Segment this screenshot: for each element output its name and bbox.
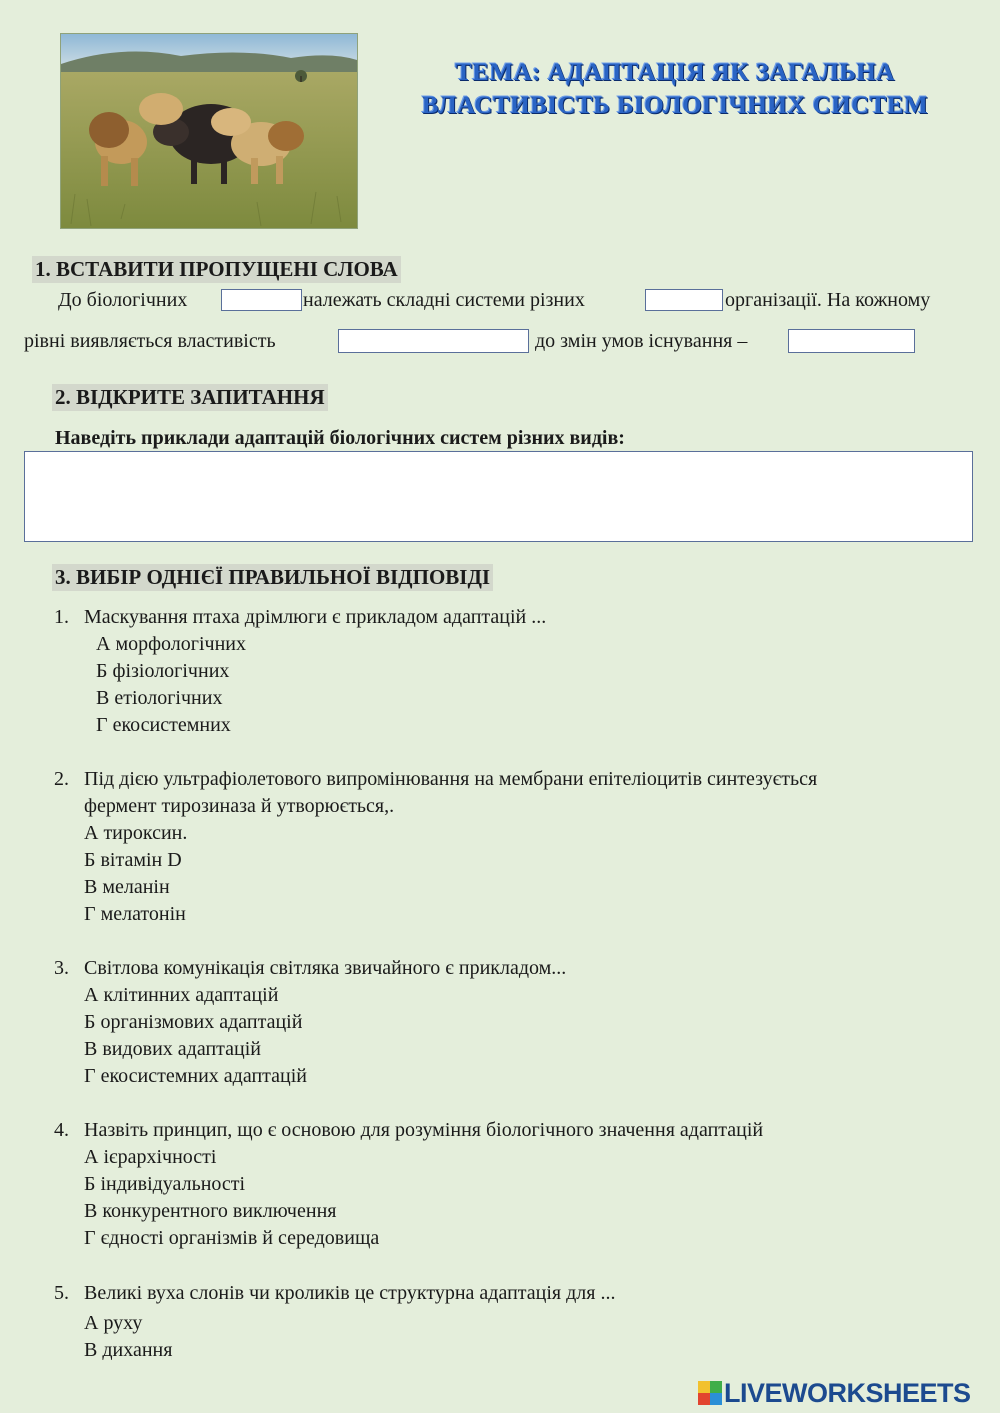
blank-input-4[interactable] [788,329,915,353]
question-2-option-b[interactable]: Б вітамін D [84,849,182,871]
question-2-text-continued: фермент тирозиназа й утворюється,. [84,795,395,817]
section1-text-5: до змін умов існування – [535,330,748,352]
section3-heading: 3. ВИБІР ОДНІЄЇ ПРАВИЛЬНОЇ ВІДПОВІДІ [52,564,493,591]
section1-text-4: рівні виявляється властивість [24,330,276,352]
question-5-text: Великі вуха слонів чи кроликів це структурна адаптація для ... [84,1282,616,1304]
section2-question: Наведіть приклади адаптацій біологічних систем різних видів: [55,427,625,449]
question-1-text: Маскування птаха дрімлюги є прикладом адаптацій ... [84,606,547,628]
section2-heading: 2. ВІДКРИТЕ ЗАПИТАННЯ [52,384,328,411]
question-4-option-b[interactable]: Б індивідуальності [84,1173,246,1195]
question-4-option-a[interactable]: А ієрархічності [84,1146,217,1168]
question-4-number: 4. [54,1119,69,1141]
question-1-option-d[interactable]: Г екосистемних [96,714,231,736]
question-2-option-d[interactable]: Г мелатонін [84,903,186,925]
blank-input-3[interactable] [338,329,529,353]
worksheet-title [395,56,955,122]
question-1-option-b[interactable]: Б фізіологічних [96,660,230,682]
question-4-option-c[interactable]: В конкурентного виключення [84,1200,337,1222]
liveworksheets-logo-icon [698,1381,722,1405]
question-3-option-d[interactable]: Г екосистемних адаптацій [84,1065,307,1087]
question-2-option-c[interactable]: В меланін [84,876,170,898]
question-5-number: 5. [54,1282,69,1304]
question-3-option-a[interactable]: А клітинних адаптацій [84,984,279,1006]
question-3-number: 3. [54,957,69,979]
open-answer-textarea[interactable] [24,451,973,542]
question-5-option-a[interactable]: А руху [84,1312,143,1334]
question-1-option-c[interactable]: В етіологічних [96,687,223,709]
question-3-option-c[interactable]: В видових адаптацій [84,1038,262,1060]
question-1-number: 1. [54,606,69,628]
question-2-number: 2. [54,768,69,790]
section1-text-1: До біологічних [58,289,188,311]
question-5-option-b[interactable]: В дихання [84,1339,173,1361]
liveworksheets-logo[interactable] [698,1378,971,1408]
section1-text-2: належать складні системи різних [303,289,585,311]
lions-buffalo-photo [60,33,358,229]
title-line-2: ВЛАСТИВІСТЬ БІОЛОГІЧНИХ СИСТЕМ [421,92,929,119]
question-2-text: Під дією ультрафіолетового випромінювання на мембрани епітеліоцитів синтезується [84,768,818,790]
question-3-text: Світлова комунікація світляка звичайного є прикладом... [84,957,567,979]
liveworksheets-logo-text: LIVEWORKSHEETS [724,1377,971,1408]
question-4-text: Назвіть принцип, що є основою для розуміння біологічного значення адаптацій [84,1119,764,1141]
question-1-option-a[interactable]: А морфологічних [96,633,246,655]
section1-text-3: організації. На кожному [725,289,931,311]
blank-input-2[interactable] [645,289,723,311]
question-2-option-a[interactable]: А тироксин. [84,822,188,844]
blank-input-1[interactable] [221,289,302,311]
section1-heading: 1. ВСТАВИТИ ПРОПУЩЕНІ СЛОВА [32,256,401,283]
question-3-option-b[interactable]: Б організмових адаптацій [84,1011,303,1033]
title-line-1: ТЕМА: АДАПТАЦІЯ ЯК ЗАГАЛЬНА [455,59,895,86]
question-4-option-d[interactable]: Г єдності організмів й середовища [84,1227,380,1249]
